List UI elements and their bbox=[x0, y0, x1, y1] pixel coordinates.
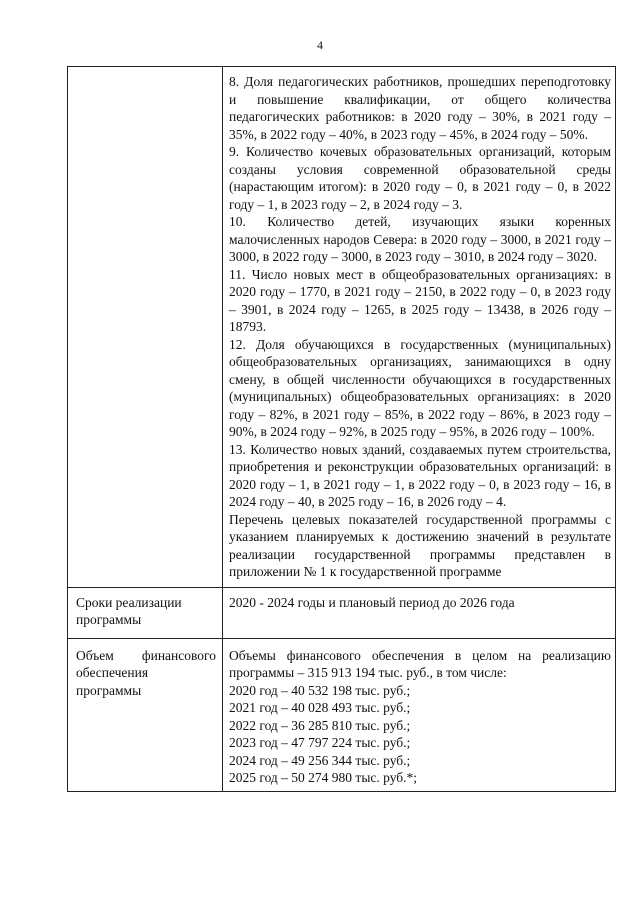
target-indicators-cell bbox=[223, 67, 616, 588]
financing-value bbox=[223, 638, 616, 791]
passport-table bbox=[67, 66, 616, 792]
indicator-13: 13. Количество новых зданий, создаваемых путем строительства, приобретения и реконструкции образовательных организаций: в 2020 году – 1, в 2021 году – 1, в 2022 году – 0, в 2023 году – 16, в 2024 году – 40, в 2025 году – 16, в 2026 году – 4. bbox=[229, 441, 611, 509]
financing-year-2025: 2025 год – 50 274 980 тыс. руб.*; bbox=[229, 770, 418, 785]
indicator-9: 9. Количество кочевых образовательных организаций, которым созданы условия современной образовательной среды (нарастающим итогом): в 2020 году – 0, в 2021 году – 0, в 2022 году – 1, в 2023 году – 2, в 2024 году – 3. bbox=[229, 144, 611, 212]
financing-year-2024: 2024 год – 49 256 344 тыс. руб.; bbox=[229, 752, 411, 768]
page-number: 4 bbox=[317, 38, 323, 52]
period-value bbox=[223, 587, 616, 638]
financing-year-2022: 2022 год – 36 285 810 тыс. руб.; bbox=[229, 717, 411, 733]
table-row-implementation-period bbox=[68, 587, 616, 638]
financing-year-2021: 2021 год – 40 028 493 тыс. руб.; bbox=[229, 700, 411, 715]
period-label: Сроки реализации программы bbox=[68, 587, 223, 638]
indicator-12: 12. Доля обучающихся в государственных (муниципальных) общеобразовательных организациях, занимающихся в одну смену, в общей численности обучающихся в государственных (муниципальных) общеобразовательных организациях: в 2020 году – 82%, в 2021 году – 85%, в 2022 году – 86%, в 2023 году – 90%, в 2024 году – 92%, в 2025 году – 95%, в 2026 году – 100%. bbox=[229, 336, 611, 439]
table-row-target-indicators bbox=[68, 67, 616, 588]
financing-year-2020: 2020 год – 40 532 198 тыс. руб.; bbox=[229, 682, 411, 698]
financing-label-text: Объем финансового обеспечения программы bbox=[76, 647, 216, 698]
financing-intro: Объемы финансового обеспечения в целом на реализацию программы – 315 913 194 тыс. руб., в том числе: bbox=[229, 647, 611, 680]
financing-label bbox=[68, 638, 223, 791]
indicator-8: 8. Доля педагогических работников, прошедших переподготовку и повышение квалификации, от общего количества педагогических работников: в 2020 году – 30%, в 2021 году – 35%, в 2022 году – 40%, в 2023 году – 45%, в 2024 году – 50%. bbox=[229, 74, 611, 142]
period-text: 2020 - 2024 годы и плановый период до 2026 года bbox=[229, 594, 515, 610]
indicator-10: 10. Количество детей, изучающих языки коренных малочисленных народов Севера: в 2020 году – 3000, в 2021 году – 3000, в 2022 году – 3000, в 2023 году – 3010, в 2024 году – 3020. bbox=[229, 214, 611, 264]
financing-year-2023: 2023 год – 47 797 224 тыс. руб.; bbox=[229, 735, 411, 750]
indicator-11: 11. Число новых мест в общеобразовательных организациях: в 2020 году – 1770, в 2021 году – 2150, в 2022 году – 0, в 2023 году – 3901, в 2024 году – 1265, в 2025 году – 13438, в 2026 году – 18793. bbox=[229, 266, 611, 334]
table-row-financing bbox=[68, 638, 616, 791]
row-label-empty bbox=[68, 67, 223, 588]
indicators-appendix-note: Перечень целевых показателей государственной программы с указанием планируемых к достижению значений в результате реализации государственной программы представлен в приложении № 1 к государственной программе bbox=[229, 511, 611, 579]
